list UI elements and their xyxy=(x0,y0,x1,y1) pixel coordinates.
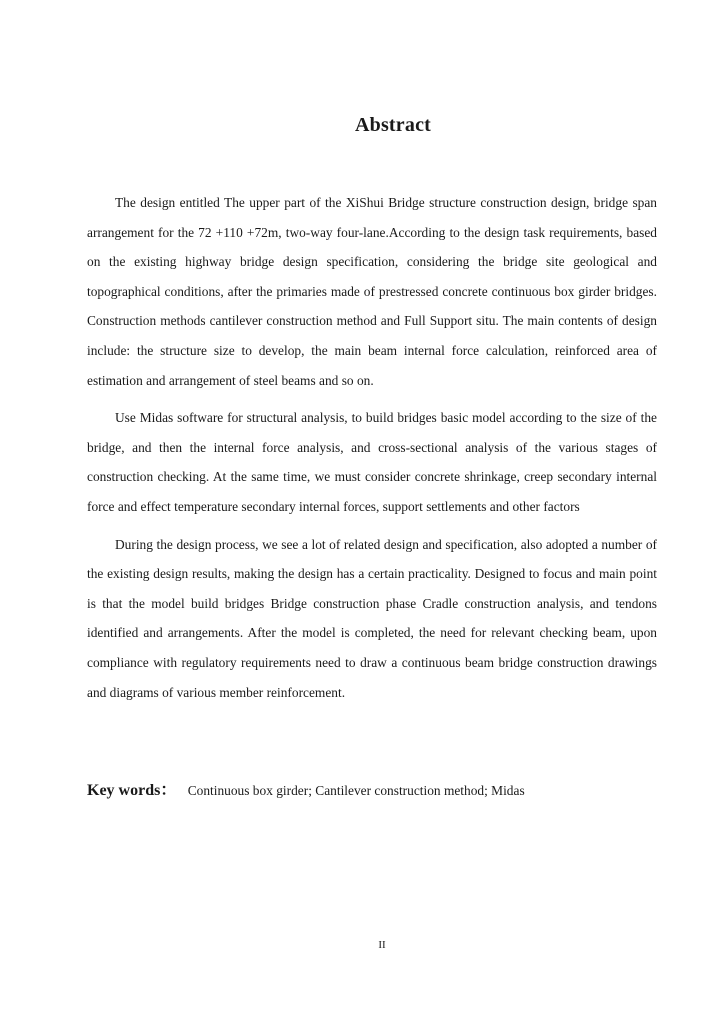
abstract-paragraph-2: Use Midas software for structural analysis, to build bridges basic model according to the size of the bridge, and then the internal force analysis, and cross-sectional analysis of the various stages of construction checking. At the same time, we must consider concrete shrinkage, creep secondary internal force and effect temperature secondary internal forces, support settlements and other factors xyxy=(87,410,657,514)
abstract-body xyxy=(87,188,657,715)
page-title: Abstract xyxy=(354,114,432,136)
keywords-text: Continuous box girder; Cantilever construction method; Midas xyxy=(187,783,525,798)
keywords-line xyxy=(87,779,525,803)
page-number: II xyxy=(378,939,386,951)
abstract-paragraph-1: The design entitled The upper part of the XiShui Bridge structure construction design, bridge span arrangement for the 72 +110 +72m, two-way four-lane.According to the design task requirements, based on the existing highway bridge design specification, considering the bridge site geological and topographical conditions, after the primaries made of prestressed concrete continuous box girder bridges. Construction methods cantilever construction method and Full Support situ. The main contents of design include: the structure size to develop, the main beam internal force calculation, reinforced area of estimation and arrangement of steel beams and so on. xyxy=(87,195,657,388)
keywords-label: Key words： xyxy=(87,782,177,799)
abstract-paragraph-3: During the design process, we see a lot of related design and specification, also adopted a number of the existing design results, making the design has a certain practicality. Designed to focus and main point is that the model build bridges Bridge construction phase Cradle construction analysis, and tendons identified and arrangements. After the model is completed, the need for relevant checking beam, upon compliance with regulatory requirements need to draw a continuous beam bridge construction drawings and diagrams of various member reinforcement. xyxy=(87,536,657,700)
